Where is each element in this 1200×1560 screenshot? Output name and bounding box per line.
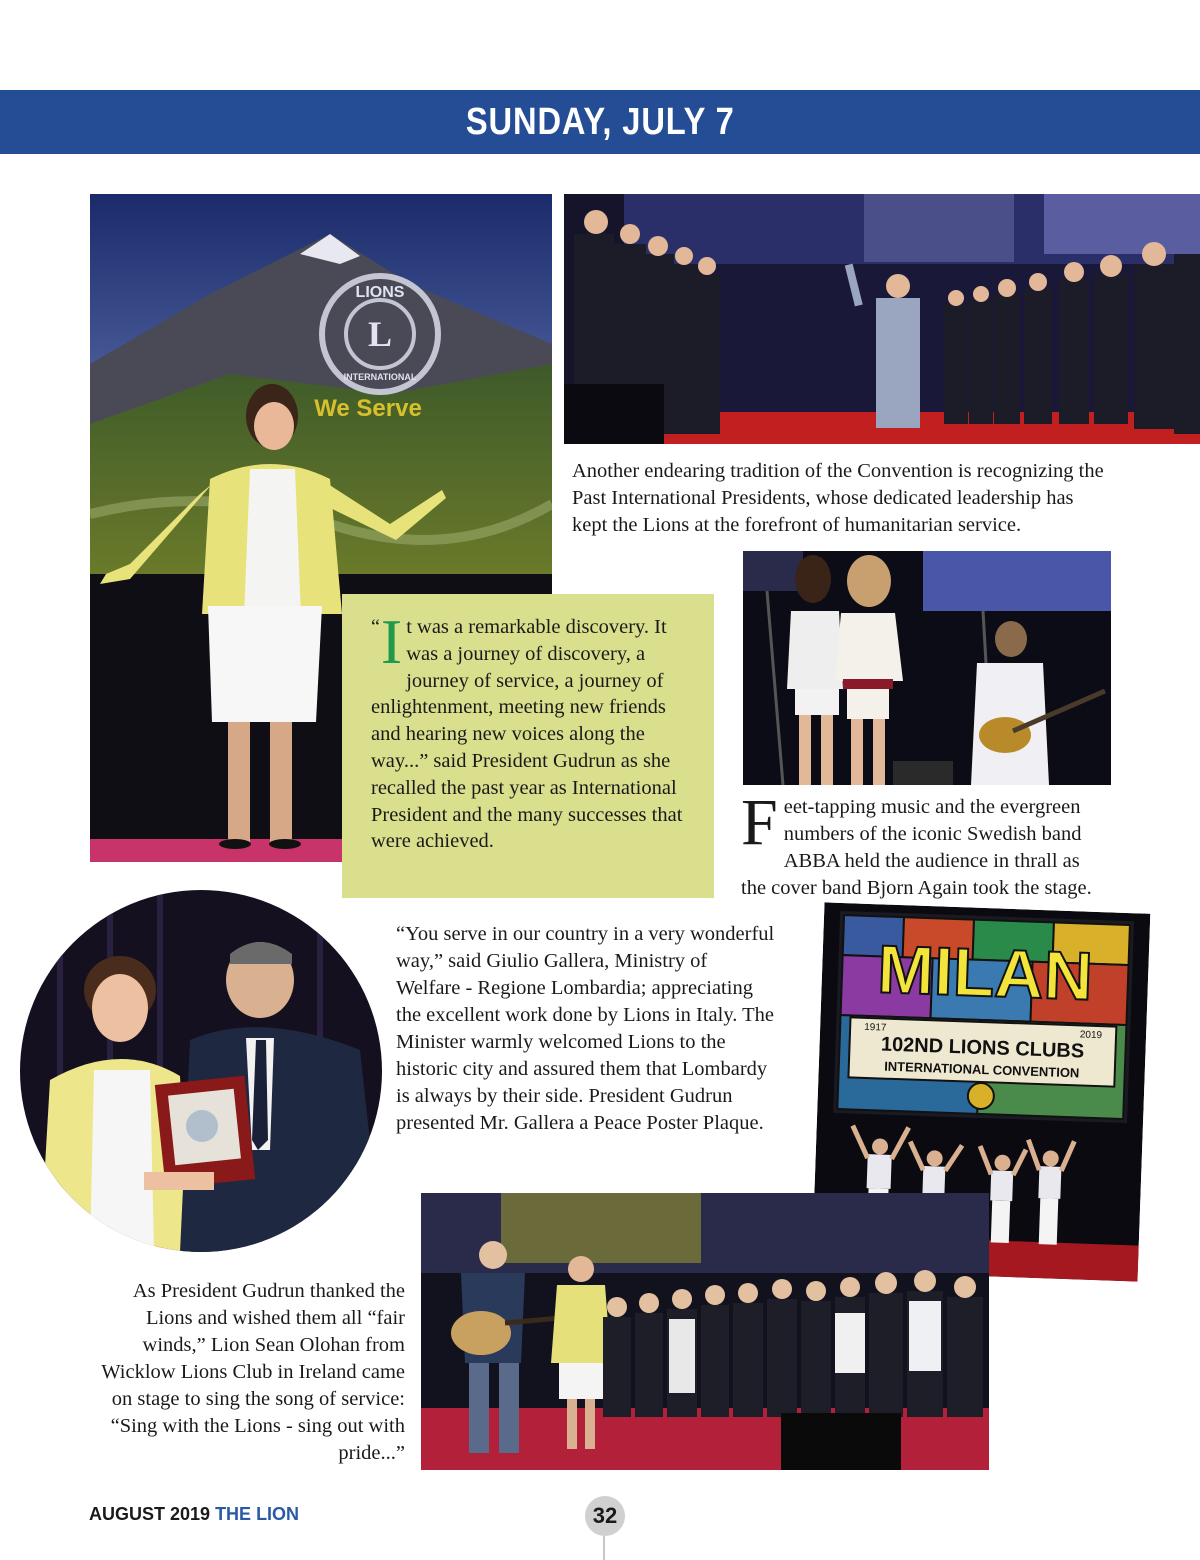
lions-logo-letter: L [367,314,393,354]
caption-gallera: “You serve in our country in a very wonderful way,” said Giulio Gallera, Ministry of Welfare - Regione Lombardia; appreciating the excellent work done by Lions in Italy. The Minister warmly welcomed Lions to the historic city and assured them that Lombardy is always by their side. President Gudrun presented Mr. Gallera a Peace Poster Plaque. [396,923,775,1134]
pull-quote-open-mark: “ [371,616,380,638]
photo-plaque-presentation [20,890,382,1252]
abba-dropcap: F [741,786,778,859]
milan-line1-text: 102ND LIONS CLUBS [880,1033,1085,1063]
footer-issue-date: AUGUST 2019 [89,1504,211,1524]
photo-singing-group [421,1193,989,1470]
caption-past-presidents: Another endearing tradition of the Convention is recognizing the Past International Presidents, whose dedicated leadership has kept the Lions at the forefront of humanitarian service. [572,460,1104,536]
footer-magazine-name: THE LION [215,1504,300,1524]
section-banner [0,90,1200,154]
footer-issue [89,1504,299,1525]
milan-year-right: 2019 [1079,1029,1103,1042]
pull-quote-dropcap: I [380,606,403,677]
milan-year-left: 1917 [863,1021,887,1034]
caption-olohan: As President Gudrun thanked the Lions and wished them all “fair winds,” Lion Sean Olohan from Wicklow Lions Club in Ireland came on stage to sing the song of service: “Sing with the Lions - sing out with pride...” [101,1280,405,1464]
photo-past-presidents [564,194,1200,444]
pull-quote-body: t was a remarkable discovery. It was a journey of discovery, a journey of service, a journey of enlightenment, meeting new friends and hearing new voices along the way...” said President Gudrun as she recalled the past year as International President and the many successes that were achieved. [371,616,683,853]
caption-abba [741,786,1095,902]
abba-body: eet-tapping music and the evergreen numbers of the iconic Swedish band ABBA held the audience in thrall as the cover band Bjorn Again took the stage. [741,796,1092,899]
milan-title-text: MILAN [876,931,1095,1015]
pull-quote-box [342,594,714,898]
page-number-stem [603,1536,605,1560]
lions-logo-bottom-text: INTERNATIONAL [343,372,417,382]
photo-abba-band [743,551,1111,785]
lions-logo-top-text: LIONS [355,284,405,301]
page-number: 32 [592,1503,618,1528]
pull-quote-text [371,606,692,855]
section-title: SUNDAY, JULY 7 [465,100,735,143]
we-serve-text: We Serve [314,395,422,422]
page-number-badge [585,1496,625,1536]
milan-line2-text: INTERNATIONAL CONVENTION [883,1058,1080,1081]
